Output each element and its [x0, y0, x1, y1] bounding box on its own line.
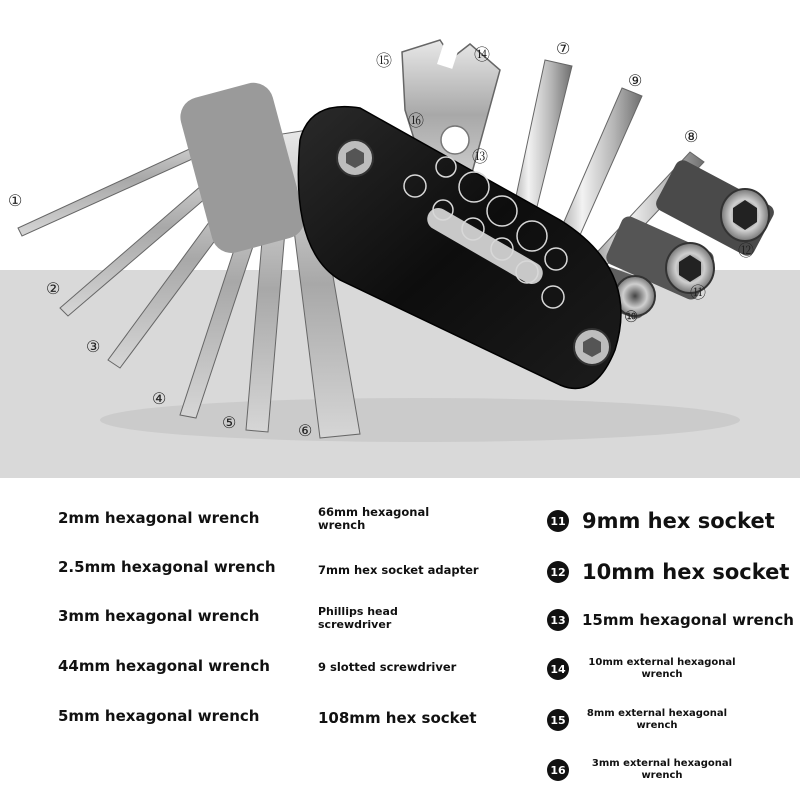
callout-10: ⑩ — [624, 309, 639, 326]
legend-col1-item: 44mm hexagonal wrench — [58, 657, 270, 675]
callout-1: ① — [8, 193, 23, 210]
badge-14: 14 — [547, 658, 569, 680]
callout-8: ⑧ — [684, 129, 699, 146]
legend-col2-item: 66mm hexagonal wrench — [318, 505, 430, 533]
legend-col3-item: 10mm external hexagonal wrench — [588, 657, 736, 680]
callout-11: ⑪ — [690, 285, 707, 302]
legend-col2-item: 108mm hex socket — [318, 709, 477, 727]
legend-col1-item: 5mm hexagonal wrench — [58, 707, 260, 725]
callout-12: ⑫ — [738, 243, 755, 260]
badge-13: 13 — [547, 609, 569, 631]
legend-col3-item: 15mm hexagonal wrench — [582, 611, 794, 629]
callout-16: ⑯ — [408, 113, 425, 130]
badge-11: 11 — [547, 510, 569, 532]
legend-col1-item: 2mm hexagonal wrench — [58, 509, 260, 527]
callout-6: ⑥ — [298, 423, 313, 440]
legend-col3-item: 8mm external hexagonal wrench — [586, 708, 728, 731]
legend-col1-item: 2.5mm hexagonal wrench — [58, 558, 276, 576]
legend — [0, 478, 800, 800]
badge-16: 16 — [547, 759, 569, 781]
legend-col2-item: 7mm hex socket adapter — [318, 563, 479, 577]
badge-12: 12 — [547, 561, 569, 583]
badge-15: 15 — [547, 709, 569, 731]
callout-15: ⑮ — [376, 53, 393, 70]
legend-col3-item: 3mm external hexagonal wrench — [591, 758, 733, 781]
legend-col2-item: Phillips head screwdriver — [318, 605, 398, 631]
callout-14: ⑭ — [474, 47, 491, 64]
callout-2: ② — [46, 281, 61, 298]
legend-col3-item: 9mm hex socket — [582, 509, 775, 533]
callout-9: ⑨ — [628, 73, 643, 90]
callout-7: ⑦ — [556, 41, 571, 58]
callout-5: ⑤ — [222, 415, 237, 432]
callout-3: ③ — [86, 339, 101, 356]
legend-col2-item: 9 slotted screwdriver — [318, 660, 457, 674]
legend-col3-item: 10mm hex socket — [582, 560, 790, 584]
legend-col1-item: 3mm hexagonal wrench — [58, 607, 260, 625]
callout-4: ④ — [152, 391, 167, 408]
callout-13: ⑬ — [472, 149, 489, 166]
